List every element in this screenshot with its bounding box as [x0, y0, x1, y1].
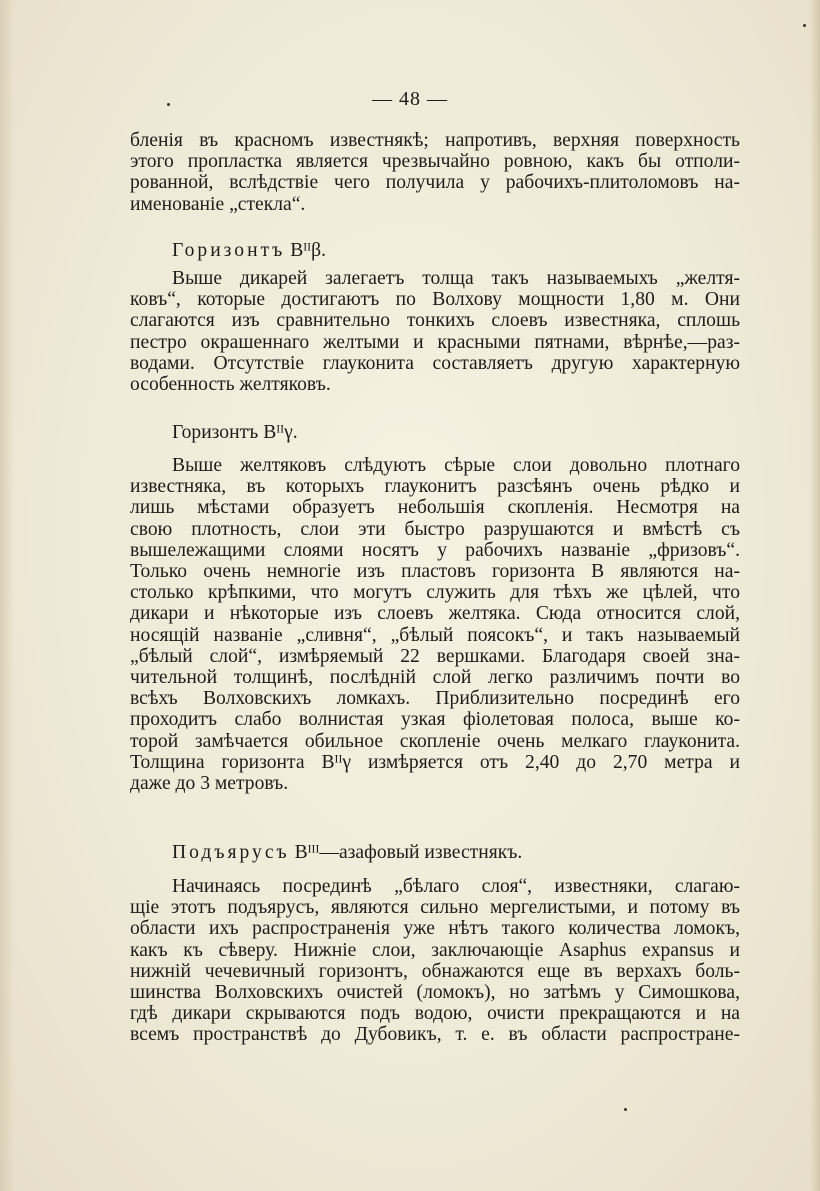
text-line: рованной, вслѣдствіе чего получила у рабочихъ-плитоломовъ на-: [130, 172, 740, 194]
page-right-edge-shadow: [810, 0, 820, 1191]
text-line: именованіе „стекла“.: [130, 193, 306, 215]
text-line: даже до 3 метровъ.: [130, 773, 289, 795]
paper-speck: [624, 1108, 627, 1111]
text-line: ковъ“, которые достигаютъ по Волхову мощности 1,80 м. Они: [130, 289, 740, 311]
text-line: пестро окрашеннаго желтыми и красными пятнами, вѣрнѣе,—раз-: [130, 331, 740, 353]
heading-code: Bᴵᴵβ.: [290, 240, 326, 261]
paper-speck: [167, 103, 170, 106]
section-heading-horizon-b2-beta: [172, 240, 326, 262]
text-line: Выше желтяковъ слѣдуютъ сѣрые слои довольно плотнаго: [172, 455, 740, 476]
text-line: чительной толщинѣ, послѣдній слой легко различимъ почти во: [130, 667, 740, 689]
text-line: гдѣ дикари скрываются подъ водою, очисти прекращаются и на: [130, 1003, 740, 1025]
text-line: области ихъ распространенія уже нѣтъ такого количества ломокъ,: [130, 918, 740, 940]
text-line: шинства Волховскихъ очистей (ломокъ), но затѣмъ у Симошкова,: [130, 982, 740, 1004]
heading-prefix: Подъярусъ: [172, 842, 290, 863]
text-line: какъ къ сѣверу. Нижніе слои, заключающіе Asaphus expansus и: [130, 939, 740, 961]
text-line: особенность желтяковъ.: [130, 374, 331, 396]
text-line: водами. Отсутствіе глауконита составляетъ другую характерную: [130, 352, 740, 374]
heading-code: Bᴵᴵᴵ: [294, 842, 320, 863]
paragraph-zheltyaki: [130, 268, 740, 395]
text-line: слагаются изъ сравнительно тонкихъ слоевъ известняка, сплошь: [130, 310, 740, 332]
text-line: бленія въ красномъ известнякѣ; напротивъ, верхняя поверхность: [130, 130, 740, 151]
heading-prefix: Горизонтъ: [172, 240, 286, 261]
text-line: торой замѣчается обильное скопленіе очень мелкаго глауконита.: [130, 730, 740, 752]
text-line: проходитъ слабо волнистая узкая фіолетовая полоса, выше ко-: [130, 709, 740, 731]
text-line: этого пропластка является чрезвычайно ровною, какъ бы отполи-: [130, 151, 740, 173]
text-line: столько крѣпкими, что могутъ служить для тѣхъ же цѣлей, что: [130, 582, 740, 604]
section-heading-substage-b3: [172, 842, 522, 864]
text-line: Выше дикарей залегаетъ толща такъ называемыхъ „желтя-: [172, 268, 740, 289]
text-line: Только очень немногіе изъ пластовъ горизонта B являются на-: [130, 561, 740, 583]
section-heading-horizon-b2-gamma: [172, 422, 298, 444]
text-line: всѣхъ Волховскихъ ломкахъ. Приблизительно посрединѣ его: [130, 688, 740, 710]
text-line: носящій названіе „сливня“, „бѣлый поясокъ“, и такъ называемый: [130, 624, 740, 646]
text-line: вышележащими слоями носятъ у рабочихъ названіе „фризовъ“.: [130, 539, 740, 561]
text-line: дикари и нѣкоторые изъ слоевъ желтяка. Сюда относится слой,: [130, 603, 740, 625]
text-line: всемъ пространствѣ до Дубовикъ, т. е. въ области распростране-: [130, 1024, 740, 1046]
paragraph-asaphus-limestone: [130, 876, 740, 1046]
text-line: свою плотность, слои эти быстро разрушаются и вмѣстѣ съ: [130, 518, 740, 540]
paper-speck: [803, 24, 806, 27]
text-line: нижній чечевичный горизонтъ, обнажаются еще въ верхахъ боль-: [130, 960, 740, 982]
paragraph-continuation: [130, 130, 740, 215]
text-line: щіе этотъ подъярусъ, являются сильно мергелистыми, и потому въ: [130, 897, 740, 919]
heading-prefix: Горизонтъ: [172, 422, 259, 443]
heading-code: Bᴵᴵγ.: [263, 422, 298, 443]
text-line: лишь мѣстами образуетъ небольшія скопленія. Несмотря на: [130, 497, 740, 519]
page-left-edge-shadow: [0, 0, 14, 1191]
text-line: известняка, въ которыхъ глауконитъ разсѣянъ очень рѣдко и: [130, 476, 740, 498]
heading-rest: —азафовый известнякъ.: [319, 842, 523, 863]
page-number: — 48 —: [372, 88, 448, 110]
text-line: Толщина горизонта Bᴵᴵγ измѣряется отъ 2,40 до 2,70 метра и: [130, 751, 740, 773]
text-line: Начинаясь посрединѣ „бѣлаго слоя“, известняки, слагаю-: [172, 876, 740, 897]
text-line: „бѣлый слой“, измѣряемый 22 вершками. Благодаря своей зна-: [130, 645, 740, 667]
paragraph-grey-layers: [130, 455, 740, 794]
